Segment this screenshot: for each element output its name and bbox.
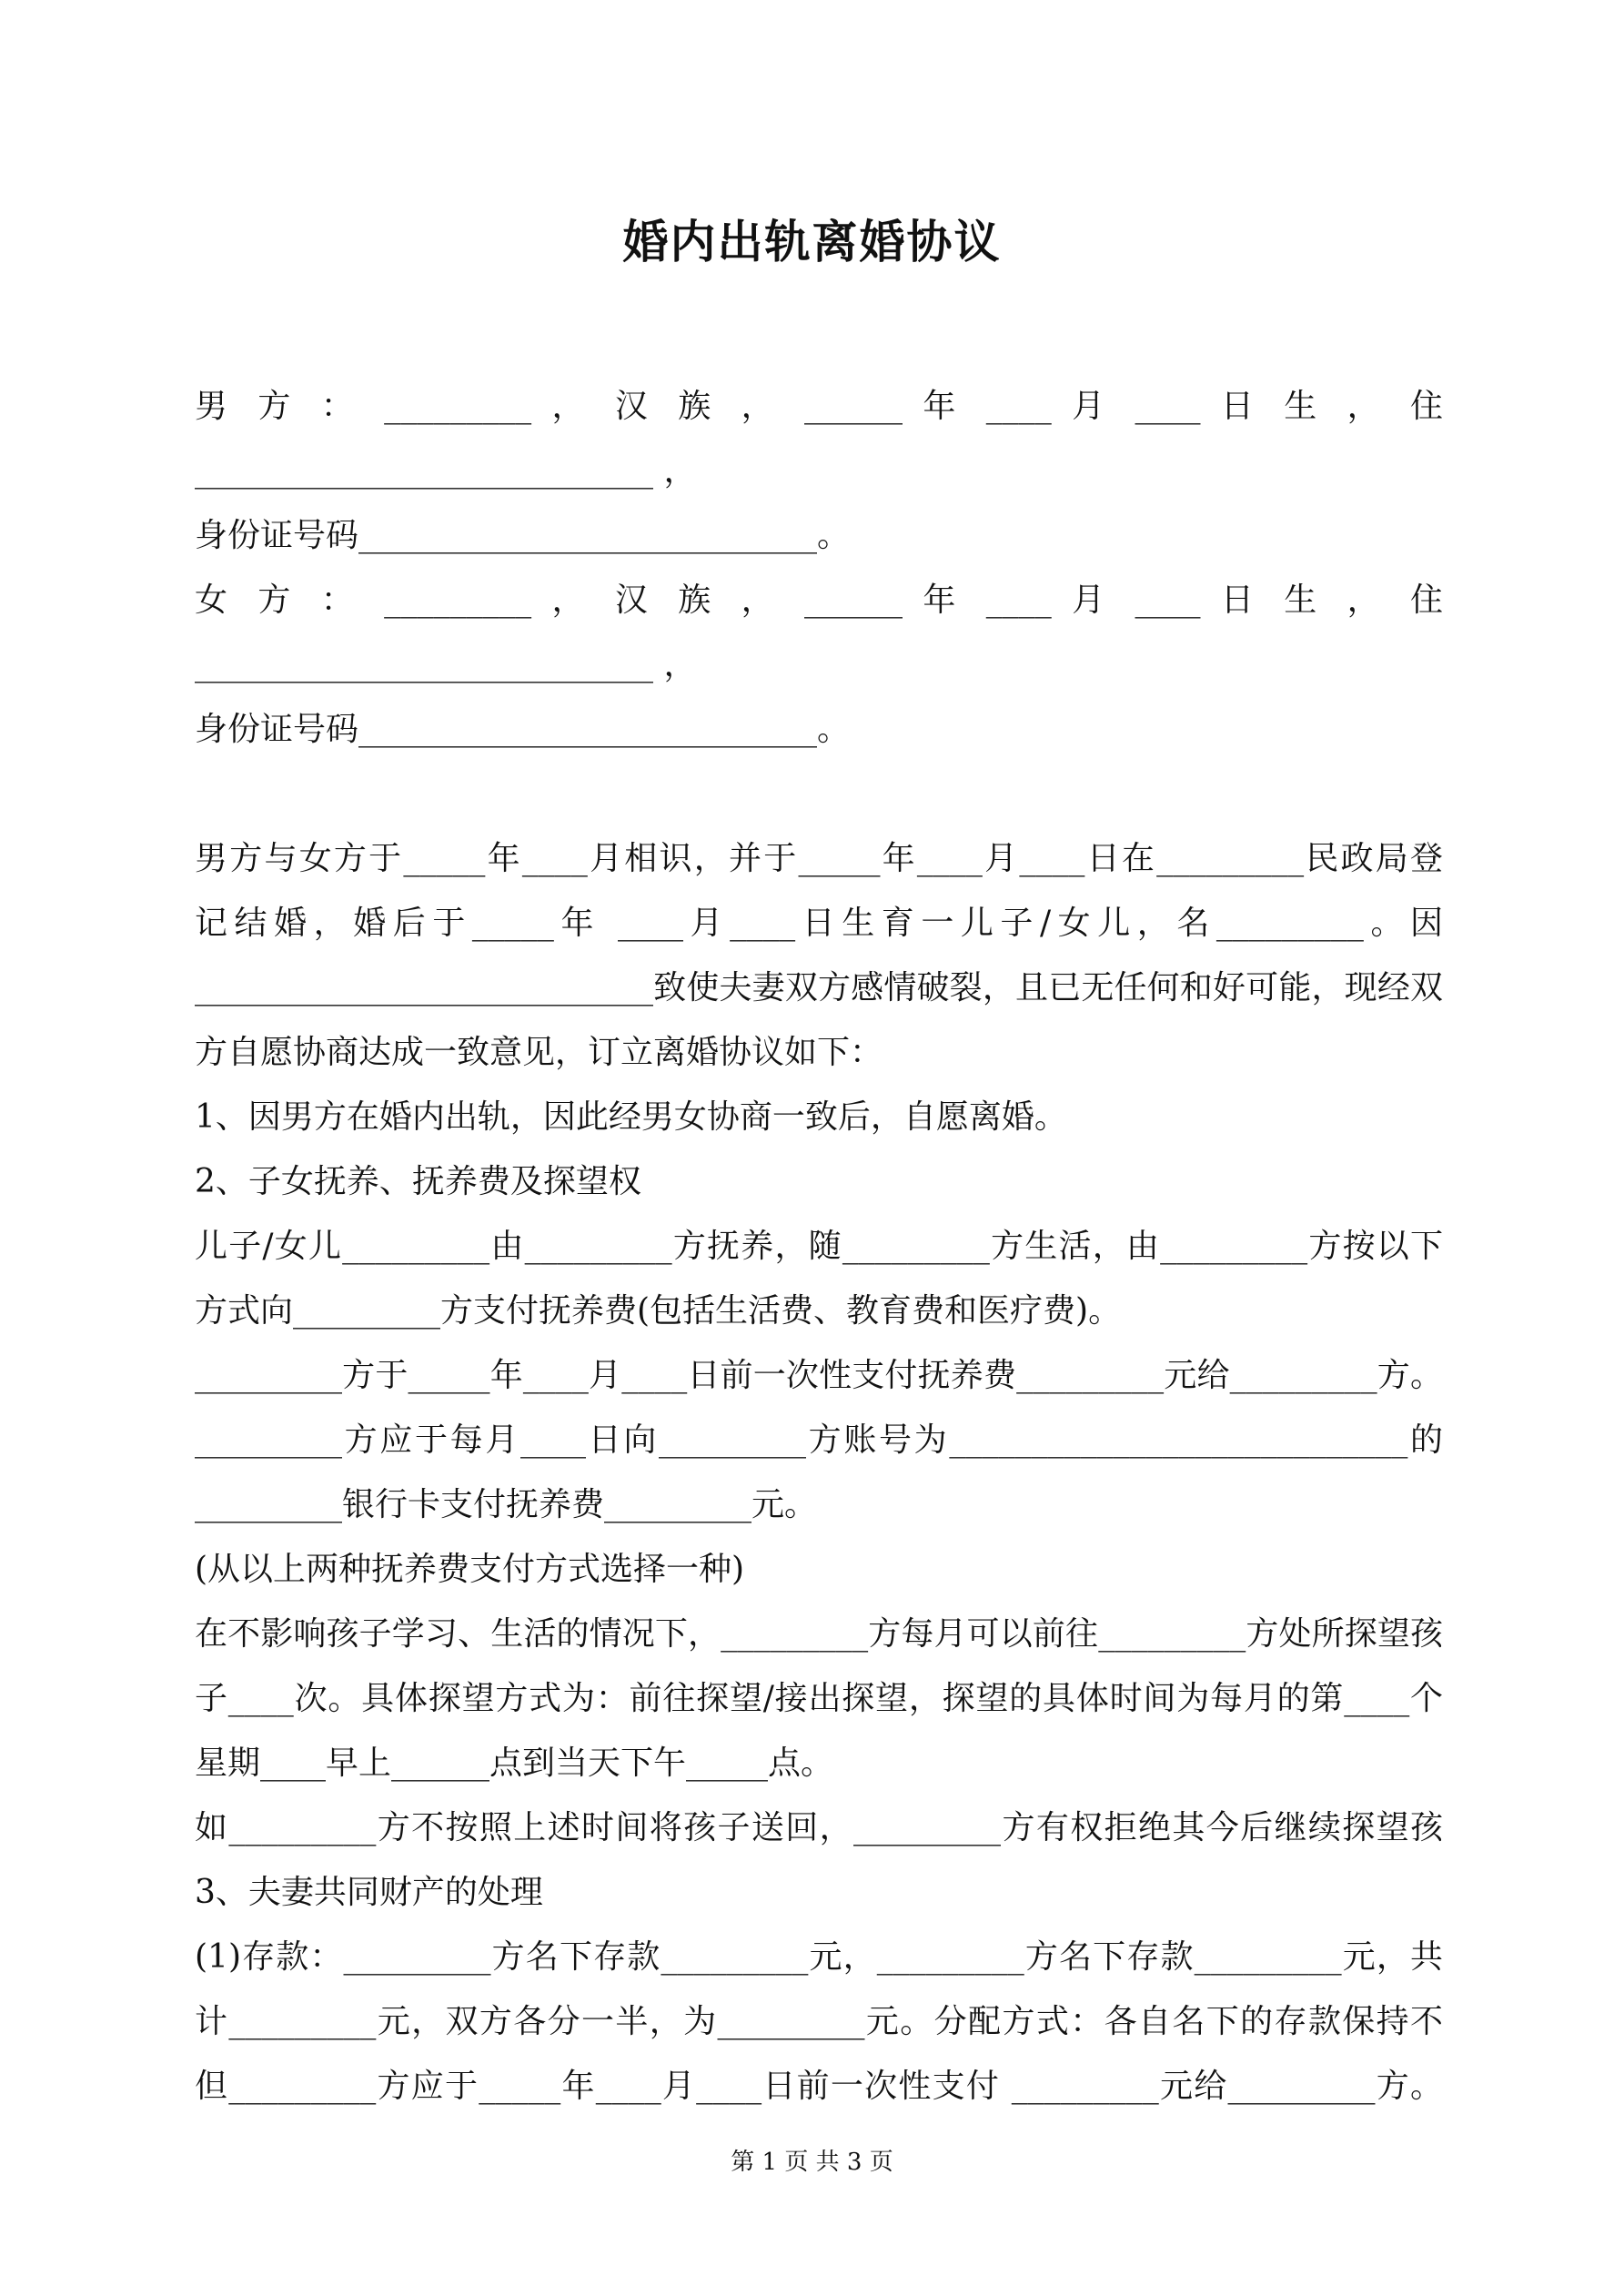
body-line: 男方与女方于_____年____月相识，并于_____年____月____日在_________民政局登 — [195, 840, 1443, 877]
body-line: 记结婚，婚后于_____年 ____月____日生育一儿子/女儿，名_________。因 — [195, 905, 1443, 942]
clause-3-heading: 3、夫妻共同财产的处理 — [195, 1874, 543, 1911]
page-number: 第 1 页 共 3 页 — [731, 2149, 893, 2176]
female-id-line: 身份证号码____________________________。 — [195, 711, 851, 748]
body-line: (从以上两种抚养费支付方式选择一种) — [195, 1551, 745, 1588]
clause-1: 1、因男方在婚内出轨，因此经男女协商一致后，自愿离婚。 — [195, 1098, 1067, 1136]
body-line: _________方应于每月____日向_________方账号为____________________________的 — [195, 1421, 1443, 1459]
male-address-line: ____________________________ ， — [195, 452, 697, 490]
document-title: 婚内出轨离婚协议 — [622, 216, 1002, 268]
body-line: 方式向_________方支付抚养费(包括生活费、教育费和医疗费)。 — [195, 1292, 1122, 1330]
body-line: 儿子/女儿_________由_________方抚养，随_________方生活，由_________方按以下 — [195, 1228, 1443, 1265]
body-line: 星期____早上______点到当天下午_____点。 — [195, 1745, 834, 1782]
body-line: 如_________方不按照上述时间将孩子送回，_________方有权拒绝其今后继续探望孩 — [195, 1809, 1443, 1846]
body-line: ____________________________致使夫妻双方感情破裂，且已无任何和好可能，现经双 — [195, 969, 1443, 1006]
body-line: 计_________元，双方各分一半，为_________元。分配方式：各自名下的存款保持不 — [195, 2003, 1443, 2040]
body-line: _________方于_____年____月____日前一次性支付抚养费_________元给_________方。 — [195, 1357, 1443, 1394]
body-line: (1)存款：_________方名下存款_________元，_________方名下存款_________元，共 — [195, 1938, 1443, 1976]
body-line: _________银行卡支付抚养费_________元。 — [195, 1486, 818, 1523]
male-party-line: 男 方 ： _________ ， 汉 族 ， ______ 年 ____ 月 ____ 日 生 ， 住 — [195, 388, 1443, 425]
body-line: 在不影响孩子学习、生活的情况下，_________方每月可以前往_________方处所探望孩 — [195, 1615, 1443, 1653]
body-line: 方自愿协商达成一致意见，订立离婚协议如下： — [195, 1034, 883, 1071]
female-party-line: 女 方 ： _________ ， 汉 族 ， ______ 年 ____ 月 ____ 日 生 ， 住 — [195, 582, 1443, 619]
body-line: 但_________方应于_____年____月____日前一次性支付 _________元给_________方。 — [195, 2068, 1443, 2105]
clause-2-heading: 2、子女抚养、抚养费及探望权 — [195, 1163, 641, 1200]
body-line: 子____次。具体探望方式为：前往探望/接出探望，探望的具体时间为每月的第____个 — [195, 1680, 1443, 1717]
female-address-line: ____________________________ ， — [195, 646, 697, 683]
male-id-line: 身份证号码____________________________。 — [195, 517, 851, 554]
